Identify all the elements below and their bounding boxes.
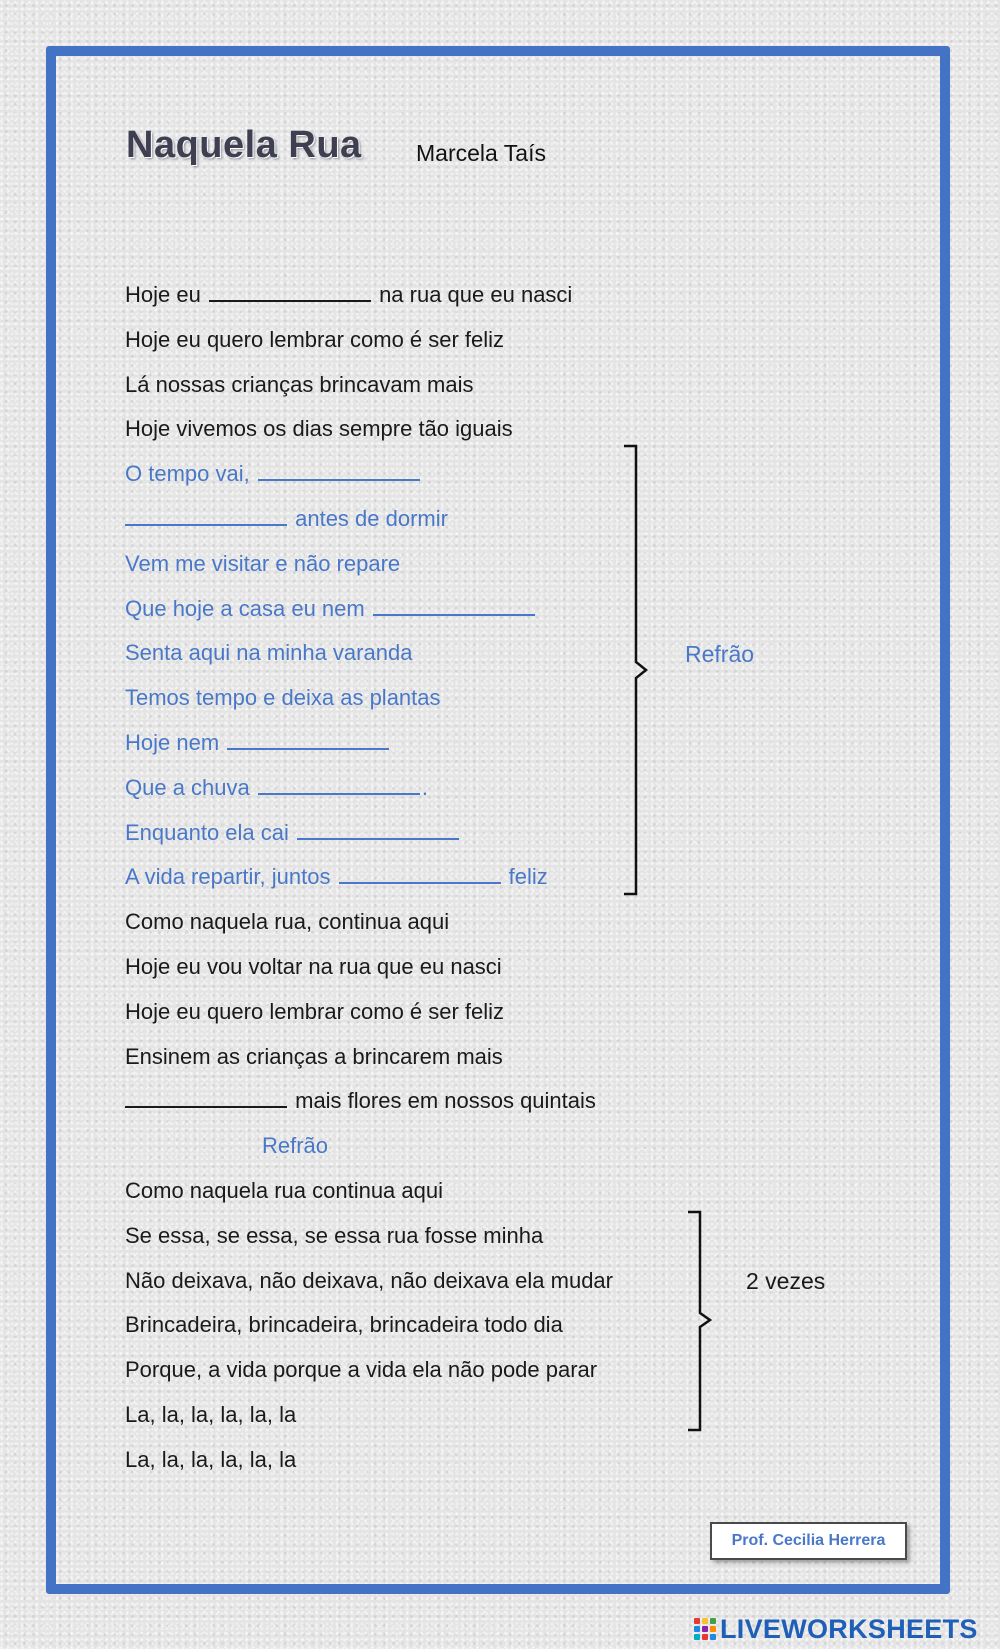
fill-in-blank[interactable] — [297, 820, 459, 840]
lyric-line — [125, 327, 504, 353]
lyric-text: Se essa, se essa, se essa rua fosse minha — [125, 1222, 544, 1248]
lyric-line — [125, 1357, 597, 1383]
lyric-text: Lá nossas crianças brincavam mais — [125, 371, 474, 397]
lyric-line — [125, 1312, 563, 1338]
fill-in-blank[interactable] — [258, 461, 420, 481]
lyric-line — [125, 864, 548, 890]
lyric-line — [125, 640, 412, 666]
lyric-text: mais flores em nossos quintais — [289, 1088, 596, 1114]
repeat-brace-icon — [686, 1210, 716, 1432]
teacher-signature: Prof. Cecilia Herrera — [731, 1532, 886, 1549]
song-author: Marcela Taís — [416, 140, 546, 166]
lyric-text: A vida repartir, juntos — [125, 864, 337, 890]
lyric-text: Hoje eu quero lembrar como é ser feliz — [125, 326, 505, 352]
lyric-text: . — [421, 774, 428, 800]
lyric-line — [125, 775, 428, 801]
brand-watermark — [694, 1614, 978, 1644]
lyric-line — [125, 506, 448, 532]
lyric-line — [125, 551, 400, 577]
lyric-text: Como naquela rua, continua aqui — [125, 909, 450, 935]
lyric-line — [125, 461, 422, 487]
lyric-text: La, la, la, la, la, la — [125, 1446, 297, 1472]
lyric-text: Refrão — [262, 1133, 329, 1159]
fill-in-blank[interactable] — [209, 282, 371, 302]
lyric-text: na rua que eu nasci — [372, 282, 573, 307]
lyric-text: Vem me visitar e não repare — [125, 550, 401, 576]
repeat-label: 2 vezes — [746, 1268, 826, 1294]
lyric-line — [125, 999, 504, 1025]
lyric-line — [125, 730, 391, 756]
refrain-label: Refrão — [685, 641, 755, 667]
lyric-line — [125, 1268, 613, 1294]
fill-in-blank[interactable] — [125, 506, 287, 526]
lyric-line — [125, 1402, 296, 1428]
fill-in-blank[interactable] — [125, 1088, 287, 1108]
lyric-text: La, la, la, la, la, la — [125, 1402, 297, 1427]
lyric-text: Enquanto ela cai — [125, 819, 296, 845]
fill-in-blank[interactable] — [339, 864, 501, 884]
lyric-line — [125, 1223, 543, 1249]
lyric-text: feliz — [502, 864, 548, 890]
lyric-text: antes de dormir — [289, 506, 448, 531]
lyric-line — [125, 372, 473, 398]
lyric-line — [125, 1178, 443, 1204]
lyric-line — [125, 1447, 296, 1473]
lyric-text: Que hoje a casa eu nem — [125, 595, 371, 621]
lyric-line — [125, 282, 572, 308]
lyric-line — [125, 1044, 503, 1070]
lyric-line — [125, 954, 502, 980]
lyric-text: Ensinem as crianças a brincarem mais — [125, 1043, 503, 1069]
lyric-text: Temos tempo e deixa as plantas — [125, 685, 441, 711]
fill-in-blank[interactable] — [258, 775, 420, 795]
liveworksheets-logo-icon — [694, 1618, 716, 1640]
song-title: Naquela Rua — [126, 124, 362, 166]
lyric-text: Hoje vivemos os dias sempre tão iguais — [125, 416, 513, 442]
lyric-text: Que a chuva — [125, 774, 256, 800]
lyric-text: Senta aqui na minha varanda — [125, 640, 413, 666]
brand-name: LIVEWORKSHEETS — [720, 1613, 978, 1644]
lyric-text: Como naquela rua continua aqui — [125, 1178, 444, 1203]
lyric-line — [125, 416, 513, 442]
lyric-line — [125, 820, 461, 846]
lyric-text: Não deixava, não deixava, não deixava ela mudar — [125, 1267, 613, 1293]
lyric-text: Hoje eu vou voltar na rua que eu nasci — [125, 954, 502, 979]
fill-in-blank[interactable] — [227, 730, 389, 750]
lyric-text: Hoje eu quero lembrar como é ser feliz — [125, 998, 505, 1024]
lyric-text: Hoje nem — [125, 730, 226, 755]
teacher-signature-box — [710, 1522, 907, 1560]
refrain-brace-icon — [622, 444, 652, 896]
lyric-line — [125, 1088, 596, 1114]
fill-in-blank[interactable] — [373, 596, 535, 616]
lyric-line — [262, 1133, 328, 1159]
lyric-text: Brincadeira, brincadeira, brincadeira todo dia — [125, 1312, 563, 1338]
lyric-text: Porque, a vida porque a vida ela não pode parar — [125, 1357, 598, 1383]
lyric-line — [125, 596, 537, 622]
lyric-line — [125, 685, 441, 711]
lyric-text: Hoje eu — [125, 282, 207, 307]
lyric-line — [125, 909, 449, 935]
lyric-text: O tempo vai, — [125, 461, 256, 487]
